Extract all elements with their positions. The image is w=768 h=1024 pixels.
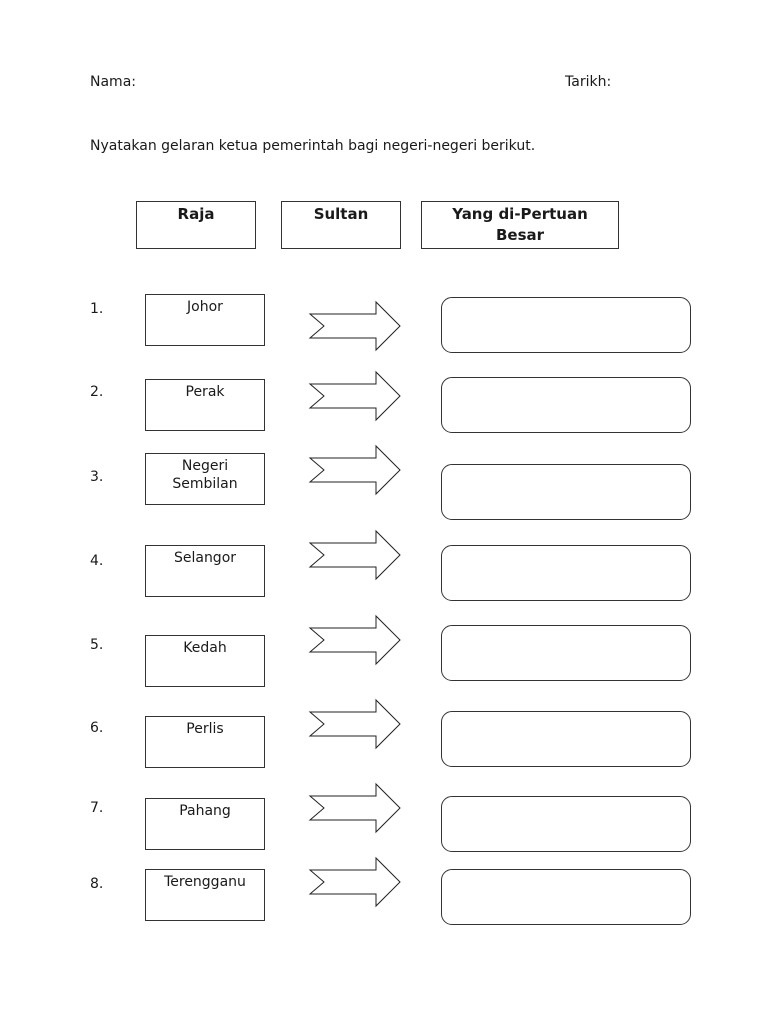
row-number: 7. (90, 800, 104, 816)
option-label-line2: Besar (495, 226, 545, 244)
arrow-icon (308, 614, 404, 666)
option-label: Raja (177, 205, 215, 223)
state-label: Perlis (186, 721, 224, 737)
row-number: 3. (90, 469, 104, 485)
date-label: Tarikh: (565, 74, 612, 90)
row-number: 4. (90, 553, 104, 569)
state-label: Perak (185, 384, 225, 400)
state-box-negeri-sembilan (145, 453, 265, 505)
row-number: 8. (90, 876, 104, 892)
row-number: 5. (90, 637, 104, 653)
answer-box[interactable] (441, 545, 691, 601)
option-box-yang-di-pertuan-besar (421, 201, 619, 249)
answer-box[interactable] (441, 711, 691, 767)
arrow-icon (308, 529, 404, 581)
state-box-perak (145, 379, 265, 431)
state-label: Negeri (181, 458, 229, 474)
answer-box[interactable] (441, 377, 691, 433)
arrow-icon (308, 444, 404, 496)
row-number: 6. (90, 720, 104, 736)
answer-box[interactable] (441, 625, 691, 681)
state-box-selangor (145, 545, 265, 597)
row-number: 2. (90, 384, 104, 400)
state-box-kedah (145, 635, 265, 687)
state-label: Selangor (173, 550, 237, 566)
state-box-johor (145, 294, 265, 346)
option-label: Yang di-Pertuan (452, 205, 588, 223)
arrow-icon (308, 698, 404, 750)
name-label: Nama: (90, 74, 136, 90)
arrow-icon (308, 300, 404, 352)
state-label: Kedah (183, 640, 227, 656)
state-box-terengganu (145, 869, 265, 921)
state-box-pahang (145, 798, 265, 850)
state-label: Terengganu (164, 874, 246, 890)
answer-box[interactable] (441, 869, 691, 925)
option-box-sultan (281, 201, 401, 249)
answer-box[interactable] (441, 796, 691, 852)
option-label: Sultan (313, 205, 369, 223)
row-number: 1. (90, 301, 104, 317)
instruction-text: Nyatakan gelaran ketua pemerintah bagi negeri-negeri berikut. (90, 138, 536, 154)
arrow-icon (308, 856, 404, 908)
state-label-line2: Sembilan (172, 476, 238, 492)
option-box-raja (136, 201, 256, 249)
answer-box[interactable] (441, 297, 691, 353)
arrow-icon (308, 370, 404, 422)
arrow-icon (308, 782, 404, 834)
state-label: Johor (187, 299, 223, 315)
answer-box[interactable] (441, 464, 691, 520)
state-box-perlis (145, 716, 265, 768)
state-label: Pahang (179, 803, 231, 819)
